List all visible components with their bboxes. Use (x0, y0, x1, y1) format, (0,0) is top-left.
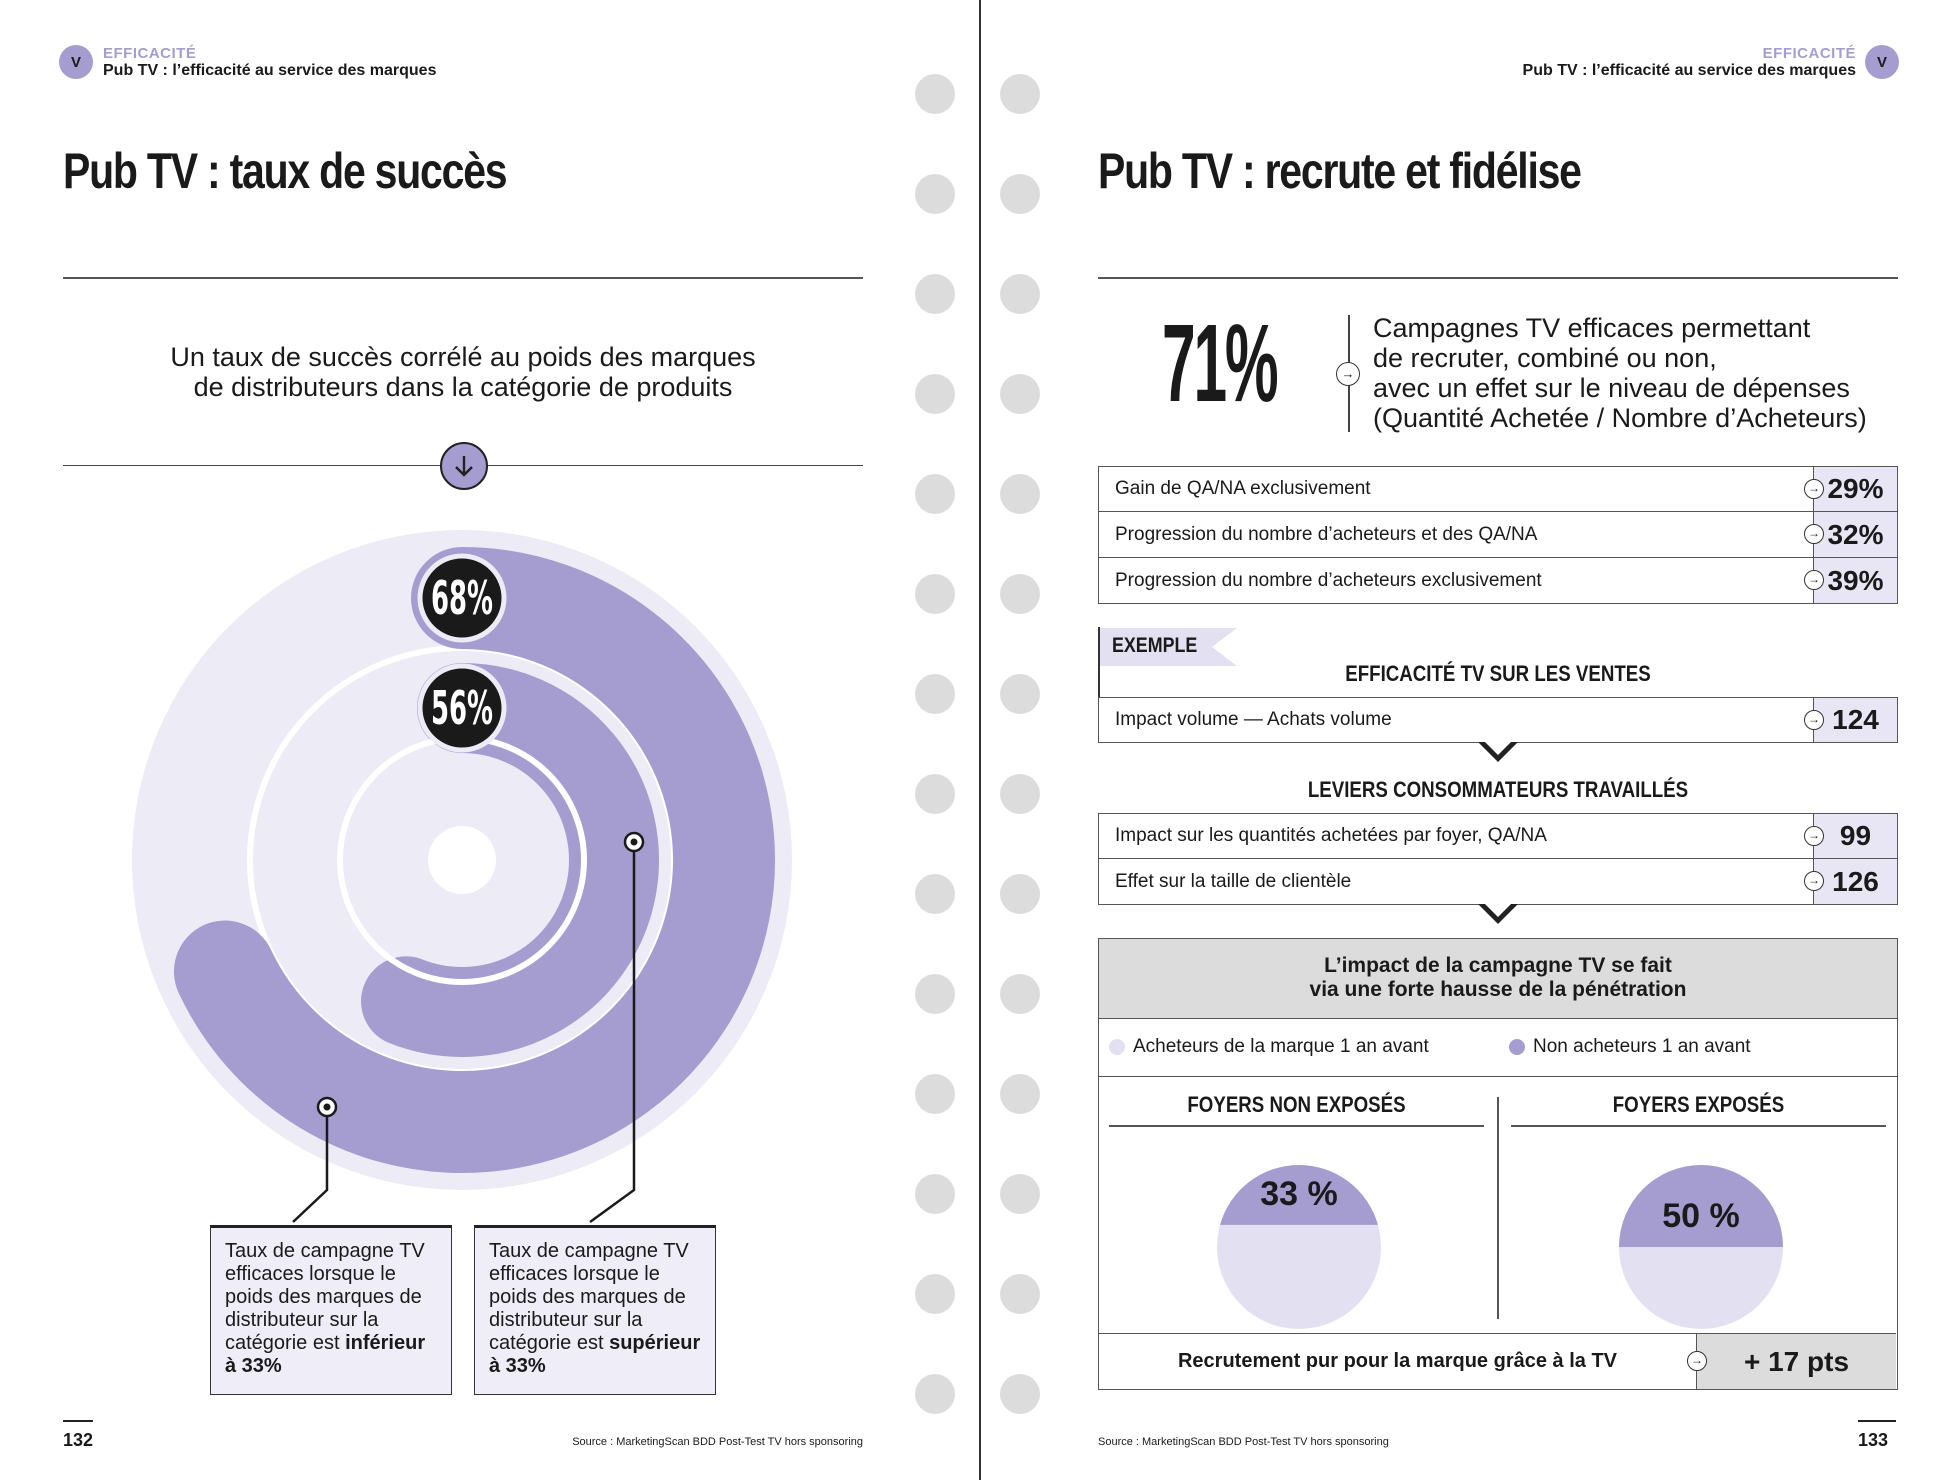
binding-hole (1000, 974, 1040, 1014)
arrow-right-icon: → (1804, 826, 1824, 846)
page-number-rule (1858, 1420, 1896, 1422)
running-head: Pub TV : l’efficacité au service des marques (1522, 62, 1856, 79)
pie-title-non-exposed: FOYERS NON EXPOSÉS (1187, 1092, 1406, 1117)
description-line: avec un effet sur le niveau de dépenses (1373, 373, 1850, 403)
callout-bold: supérieur à 33% (489, 1332, 701, 1377)
penetration-line-1: L’impact de la campagne TV se fait (1324, 954, 1672, 977)
row-value: 126 (1832, 865, 1879, 897)
page-number: 133 (1858, 1430, 1889, 1450)
row-value: 99 (1839, 820, 1872, 851)
row-label: Gain de QA/NA exclusivement (1115, 478, 1371, 499)
binding-hole (1000, 174, 1040, 214)
example-title: EFFICACITÉ TV SUR LES VENTES (1345, 661, 1651, 686)
value-badge-label: 56% (431, 681, 493, 735)
levers-title: LEVIERS CONSOMMATEURS TRAVAILLÉS (1307, 777, 1689, 802)
binding-hole (1000, 1074, 1040, 1114)
headline-description (1373, 313, 1867, 433)
callout-bold: inférieur à 33% (225, 1332, 426, 1377)
pie-label-0: 33 % (1260, 1175, 1338, 1213)
recruit-value-cell (1691, 1334, 1896, 1389)
section-kicker: EFFICACITÉ (1762, 45, 1856, 62)
recruit-label: Recrutement pur pour la marque grâce à la TV (1177, 1350, 1617, 1372)
binding-hole (1000, 1174, 1040, 1214)
penetration-box (1098, 938, 1898, 1390)
subtitle-line-2: de distributeurs dans la catégorie de produits (193, 372, 733, 402)
binding-hole (1000, 674, 1040, 714)
page-title: Pub TV : recrute et fidélise (1098, 143, 1581, 199)
binding-hole (1000, 374, 1040, 414)
table-row (1098, 512, 1898, 558)
levers-table (1098, 813, 1898, 905)
recruit-row (1099, 1333, 1896, 1389)
arrow-right-icon: → (1804, 871, 1824, 891)
recruit-value: + 17 pts (1743, 1345, 1850, 1377)
row-value: 124 (1832, 704, 1879, 735)
leader-marker-dot (324, 1104, 331, 1111)
callout-text: Taux de campagne TV efficaces lorsque le poids des marques de distributeur sur la catégorie est (489, 1240, 689, 1354)
table-row (1098, 859, 1898, 905)
pie-label-1: 50 % (1662, 1197, 1740, 1235)
binding-hole (1000, 274, 1040, 314)
description-line: de recruter, combiné ou non, (1373, 343, 1717, 373)
legend-label: Non acheteurs 1 an avant (1533, 1036, 1751, 1057)
binding-hole (1000, 574, 1040, 614)
table-row (1098, 466, 1898, 512)
callout-above-33 (474, 1225, 716, 1395)
penetration-line-2: via une forte hausse de la pénétration (1309, 978, 1687, 1001)
pie-charts (1099, 939, 1896, 1389)
chevron-down-icon (1478, 742, 1518, 764)
binding-hole (1000, 1274, 1040, 1314)
table-row (1098, 697, 1898, 743)
arrow-right-icon: → (1804, 570, 1824, 590)
binding-hole (1000, 74, 1040, 114)
impact-table (1098, 697, 1898, 743)
page-title: Pub TV : taux de succès (63, 143, 507, 199)
binding-hole (1000, 874, 1040, 914)
arrow-right-icon: → (1804, 479, 1824, 499)
leader-marker-dot (631, 839, 638, 846)
row-value: 39% (1827, 564, 1884, 596)
binding-hole (1000, 1374, 1040, 1414)
binding-hole (1000, 474, 1040, 514)
arrow-right-icon: → (1336, 362, 1360, 386)
value-badge-label: 68% (431, 571, 493, 625)
section-kicker: EFFICACITÉ (103, 45, 197, 62)
callout-text: Taux de campagne TV efficaces lorsque le poids des marques de distributeur sur la catégorie est (225, 1240, 425, 1354)
section-chip: V (1865, 45, 1899, 79)
radial-center (428, 826, 496, 894)
page-number-rule (63, 1420, 93, 1422)
callout-below-33 (210, 1225, 452, 1395)
legend-label: Acheteurs de la marque 1 an avant (1133, 1036, 1429, 1057)
pie-title-exposed: FOYERS EXPOSÉS (1612, 1092, 1785, 1117)
arrow-right-icon: → (1804, 524, 1824, 544)
binding-hole (1000, 774, 1040, 814)
row-label: Impact sur les quantités achetées par foyer, QA/NA (1115, 825, 1547, 846)
running-head: Pub TV : l’efficacité au service des marques (103, 62, 437, 79)
page-number: 132 (63, 1430, 94, 1450)
headline-percent: 71% (1162, 302, 1277, 425)
row-label: Impact volume — Achats volume (1115, 709, 1392, 730)
row-label: Progression du nombre d’acheteurs et des QA/NA (1115, 523, 1538, 545)
source-note: Source : MarketingScan BDD Post-Test TV hors sponsoring (572, 1436, 863, 1448)
subtitle-line-1: Un taux de succès corrélé au poids des marques (170, 342, 756, 372)
row-label: Effet sur la taille de clientèle (1115, 870, 1352, 892)
section-chip: V (59, 45, 93, 79)
description-line: Campagnes TV efficaces permettant (1373, 313, 1811, 343)
breakdown-table (1098, 466, 1898, 604)
title-rule (1098, 277, 1898, 279)
table-row (1098, 813, 1898, 859)
row-value: 29% (1827, 473, 1884, 504)
arrow-right-icon: → (1687, 1351, 1707, 1371)
chevron-down-icon (1478, 904, 1518, 926)
source-note: Source : MarketingScan BDD Post-Test TV hors sponsoring (1098, 1436, 1389, 1448)
example-tag: EXEMPLE (1112, 634, 1198, 657)
table-row (1098, 558, 1898, 604)
arrow-right-icon: → (1804, 710, 1824, 730)
description-line: (Quantité Achetée / Nombre d’Acheteurs) (1373, 403, 1867, 433)
row-value: 32% (1827, 518, 1884, 550)
row-label: Progression du nombre d’acheteurs exclusivement (1115, 569, 1542, 591)
